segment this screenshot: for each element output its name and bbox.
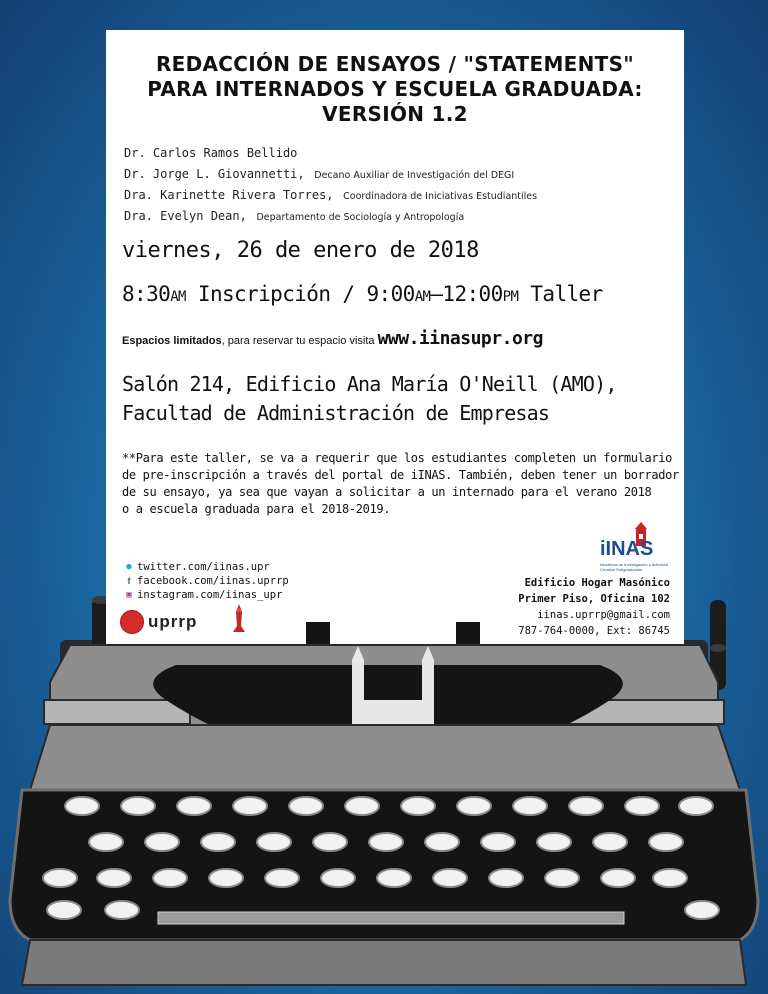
workshop-label: Taller bbox=[518, 282, 603, 306]
speaker-name: Dra. Evelyn Dean, bbox=[124, 209, 247, 223]
typewriter-key bbox=[289, 797, 323, 815]
contact-building: Edificio Hogar Masónico bbox=[524, 577, 670, 589]
typewriter-key bbox=[65, 797, 99, 815]
speaker-role: Coordinadora de Iniciativas Estudiantiles bbox=[343, 191, 538, 202]
typewriter-key bbox=[153, 869, 187, 887]
title-line-3: VERSIÓN 1.2 bbox=[322, 102, 468, 126]
twitter-icon: ● bbox=[126, 562, 132, 572]
venue-line-2: Facultad de Administración de Empresas bbox=[122, 401, 550, 425]
typewriter-key bbox=[569, 797, 603, 815]
typewriter-key bbox=[537, 833, 571, 851]
typewriter-key bbox=[513, 797, 547, 815]
speaker-name: Dr. Jorge L. Giovannetti, bbox=[124, 167, 305, 181]
typewriter-key bbox=[257, 833, 291, 851]
contact-phone: 787-764-0000, Ext: 86745 bbox=[518, 625, 670, 637]
registration-label: Inscripción / bbox=[185, 282, 367, 306]
typewriter-key bbox=[481, 833, 515, 851]
typewriter-key bbox=[105, 901, 139, 919]
typewriter-key bbox=[43, 869, 77, 887]
facebook-handle: facebook.com/iinas.uprrp bbox=[137, 575, 289, 587]
speaker-name: Dra. Karinette Rivera Torres, bbox=[124, 188, 334, 202]
title-line-2: PARA INTERNADOS Y ESCUELA GRADUADA: bbox=[147, 77, 643, 101]
speaker-role: Decano Auxiliar de Investigación del DEGI bbox=[314, 170, 515, 181]
typewriter-key bbox=[233, 797, 267, 815]
speaker-role: Departamento de Sociología y Antropología bbox=[256, 212, 465, 223]
uprrp-wordmark: uprrp bbox=[148, 612, 198, 631]
typewriter-key bbox=[653, 869, 687, 887]
pm-label: PM bbox=[502, 289, 519, 305]
typewriter-key bbox=[313, 833, 347, 851]
typewriter-key bbox=[47, 901, 81, 919]
typewriter-key bbox=[89, 833, 123, 851]
limited-spaces: Espacios limitados bbox=[122, 335, 222, 347]
typewriter-key bbox=[625, 797, 659, 815]
iinas-tagline: Iniciativas de Investigación y Actividad Creativa Subgraduadas bbox=[600, 562, 668, 572]
registration-time: 8:30 bbox=[122, 282, 171, 306]
iinas-wordmark: iINAS bbox=[600, 538, 654, 560]
am-label: AM bbox=[414, 289, 431, 305]
typewriter-key bbox=[545, 869, 579, 887]
typewriter-key bbox=[209, 869, 243, 887]
typewriter-key bbox=[425, 833, 459, 851]
am-label: AM bbox=[170, 289, 186, 305]
typewriter-key bbox=[265, 869, 299, 887]
workshop-start-time: 9:00 bbox=[366, 282, 415, 306]
venue-line-1: Salón 214, Edificio Ana María O'Neill (AMO), bbox=[122, 372, 617, 396]
typewriter-key bbox=[679, 797, 713, 815]
typewriter-key bbox=[593, 833, 627, 851]
typewriter-key bbox=[369, 833, 403, 851]
typewriter-key bbox=[97, 869, 131, 887]
typewriter-key bbox=[145, 833, 179, 851]
typewriter-key bbox=[377, 869, 411, 887]
facebook-icon: f bbox=[127, 576, 131, 586]
reservation-text: , para reservar tu espacio visita bbox=[221, 335, 378, 347]
note-line: de su ensayo, ya sea que vayan a solicitar a un internado para el verano 2018 bbox=[122, 485, 652, 499]
typewriter-key bbox=[601, 869, 635, 887]
typewriter-key bbox=[489, 869, 523, 887]
time-dash: – bbox=[430, 282, 443, 306]
website-link[interactable]: www.iinasupr.org bbox=[377, 328, 543, 349]
event-date: viernes, 26 de enero de 2018 bbox=[122, 238, 479, 263]
typewriter-key bbox=[201, 833, 235, 851]
title-line-1: REDACCIÓN DE ENSAYOS / "STATEMENTS" bbox=[155, 52, 635, 76]
workshop-end-time: 12:00 bbox=[442, 282, 503, 306]
speaker-name: Dr. Carlos Ramos Bellido bbox=[124, 146, 298, 160]
typewriter-key bbox=[649, 833, 683, 851]
typewriter-key bbox=[457, 797, 491, 815]
typewriter-key bbox=[401, 797, 435, 815]
instagram-handle: instagram.com/iinas_upr bbox=[137, 589, 283, 601]
instagram-icon: ▣ bbox=[126, 590, 132, 600]
note-line: de pre-inscripción a través del portal de iINAS. También, deben tener un borrador bbox=[122, 468, 679, 482]
typewriter-key bbox=[685, 901, 719, 919]
typewriter-key bbox=[321, 869, 355, 887]
typewriter-key bbox=[433, 869, 467, 887]
typewriter-key bbox=[345, 797, 379, 815]
typewriter-key bbox=[177, 797, 211, 815]
twitter-handle: twitter.com/iinas.upr bbox=[137, 561, 270, 573]
note-line: **Para este taller, se va a requerir que los estudiantes completen un formulario bbox=[122, 451, 672, 465]
typewriter-key bbox=[121, 797, 155, 815]
contact-office: Primer Piso, Oficina 102 bbox=[518, 593, 670, 605]
contact-email[interactable]: iinas.uprrp@gmail.com bbox=[537, 609, 670, 621]
note-line: o a escuela graduada para el 2018-2019. bbox=[122, 502, 391, 516]
